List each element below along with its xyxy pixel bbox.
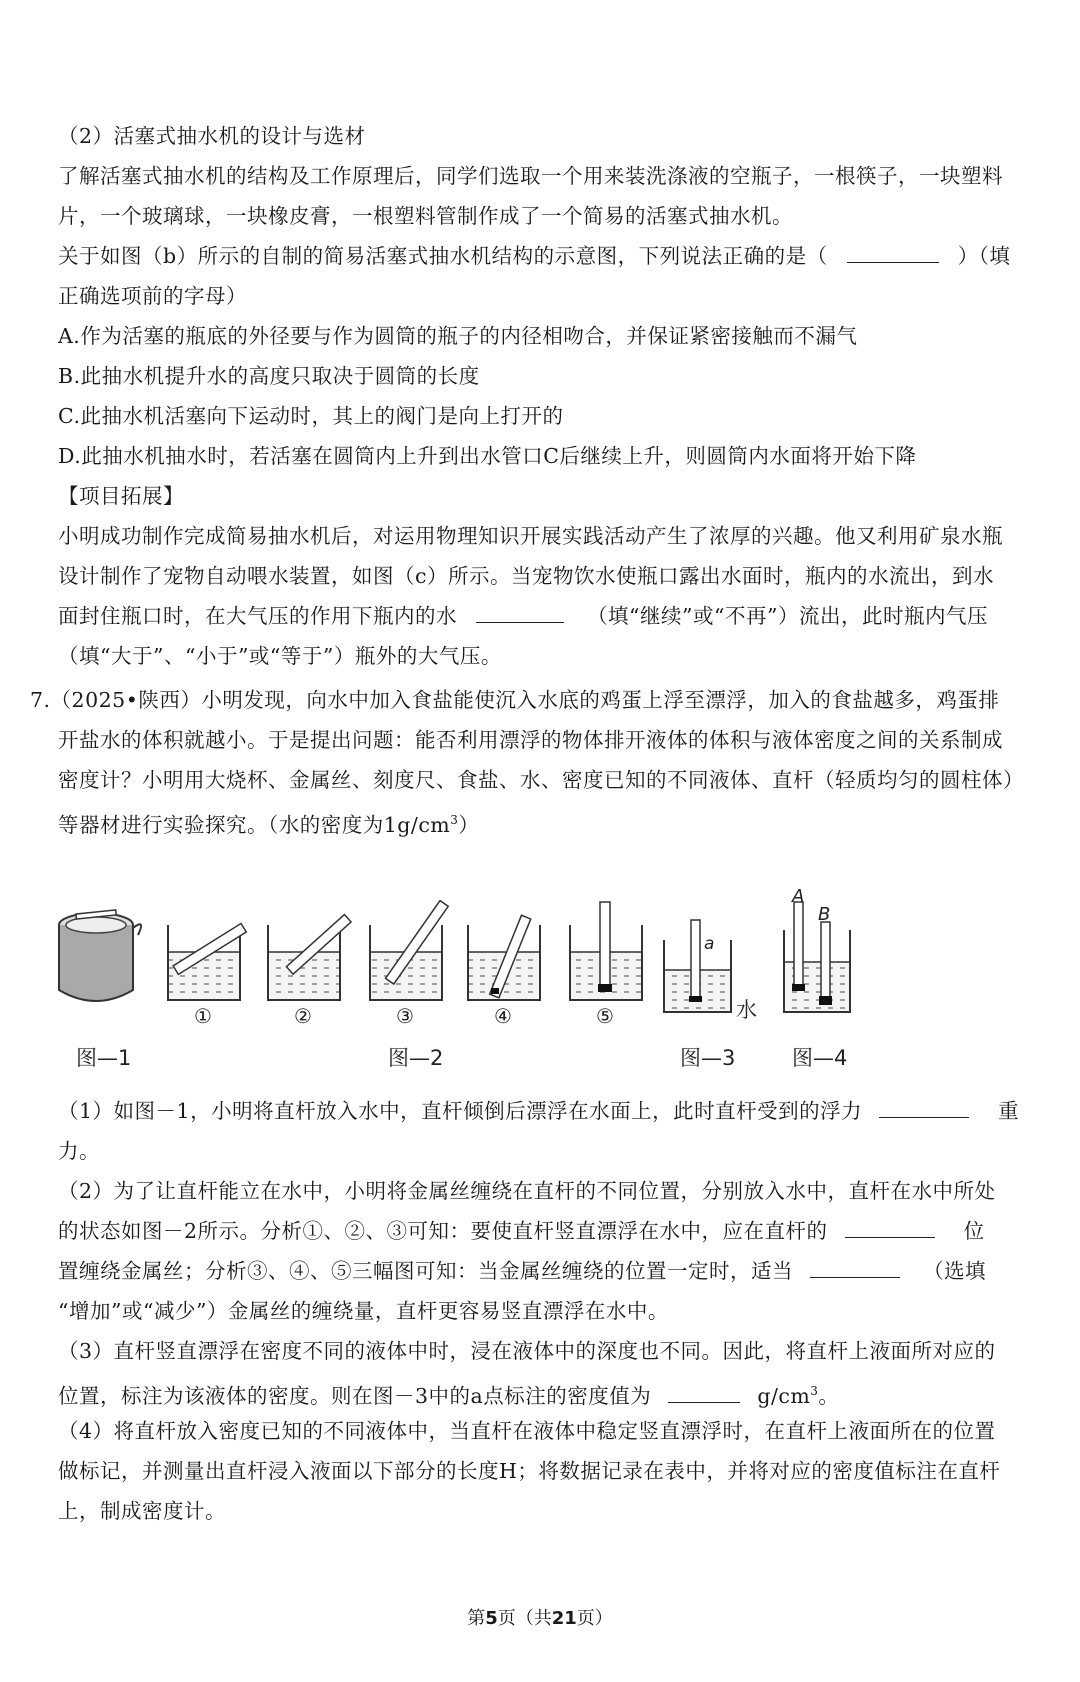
sub2-text-end: 位 [963,1219,985,1243]
fig3-beaker [664,920,731,1012]
fig1-beaker [59,910,141,1001]
extension-line-2: 设计制作了宠物自动喂水装置，如图（c）所示。当宠物饮水使瓶口露出水面时，瓶内的水流出，到水 [58,564,994,588]
q7-line-2: 开盐水的体积就越小。于是提出问题：能否利用漂浮的物体排开液体的体积与液体密度之间的关系制成 [58,728,1003,752]
sub3-line-2 [58,1371,1030,1411]
fig3-caption: 图—3 [680,1046,736,1070]
fig2-beaker-4 [468,915,540,1000]
part2-intro-line-1: 了解活塞式抽水机的结构及工作原理后，同学们选取一个用来装洗涤液的空瓶子，一根筷子，一块塑料 [58,164,1003,188]
footer-middle: 页（共 [497,1608,552,1629]
sub3-unit: g/cm [757,1383,811,1408]
beaker-label-4: ④ [494,1004,512,1028]
extension-heading: 【项目拓展】 [58,484,184,508]
sub2-line-4: “增加”或“减少”）金属丝的缠绕量，直杆更容易竖直漂浮在水中。 [58,1299,669,1323]
sub2-text-2-end: （选填 [923,1259,987,1283]
answer-blank[interactable] [810,1259,900,1278]
extension-text: 面封住瓶口时，在大气压的作用下瓶内的水 [58,604,457,628]
fig4-beaker [784,902,850,1012]
answer-blank[interactable] [845,1219,935,1238]
figure-row [58,886,1030,1080]
fig2-beaker-5 [570,902,642,1000]
sub2-text: 的状态如图－2所示。分析①、②、③可知：要使直杆竖直漂浮在水中，应在直杆的 [58,1219,828,1243]
sub1-text: （1）如图－1，小明将直杆放入水中，直杆倾倒后漂浮在水面上，此时直杆受到的浮力 [58,1099,863,1123]
question-text-end: ）（填 [957,244,1011,268]
part2-block [58,116,1030,676]
part2-question-line-1 [58,236,1030,276]
sub1-text-end: 重 [998,1099,1020,1123]
extension-line-3 [58,596,1030,636]
answer-blank[interactable] [476,604,564,623]
fig2-caption: 图—2 [388,1046,444,1070]
sub-questions [58,1091,1030,1531]
sub3-line-1: （3）直杆竖直漂浮在密度不同的液体中时，浸在液体中的深度也不同。因此，将直杆上液面所对应的 [58,1339,996,1363]
answer-blank[interactable] [847,244,939,263]
part2-question-line-2: 正确选项前的字母） [58,284,247,308]
part2-heading: （2）活塞式抽水机的设计与选材 [58,124,366,148]
sub2-line-1: （2）为了让直杆能立在水中，小明将金属丝缠绕在直杆的不同位置，分别放入水中，直杆在水中所处 [58,1179,996,1203]
beaker-label-3: ③ [396,1004,414,1028]
extension-line-4: （填“大于”、“小于”或“等于”）瓶外的大气压。 [58,644,502,668]
sub4-line-1: （4）将直杆放入密度已知的不同液体中，当直杆在液体中稳定竖直漂浮时，在直杆上液面所在的位置 [58,1419,996,1443]
fig3-liquid-label: 水 [736,998,757,1022]
fig2-beaker-2 [268,915,351,1000]
sub2-text-2: 置缠绕金属丝；分析③、④、⑤三幅图可知：当金属丝缠绕的位置一定时，适当 [58,1259,793,1283]
sub3-text: 位置，标注为该液体的密度。则在图－3中的a点标注的密度值为 [58,1383,652,1408]
footer-prefix: 第 [467,1608,486,1629]
q7-line-4-text: 等器材进行实验探究。（水的密度为1g/cm [58,812,451,837]
sub2-line-2 [58,1211,1030,1251]
part2-intro-line-2: 片，一个玻璃球，一块橡皮膏，一根塑料管制作成了一个简易的活塞式抽水机。 [58,204,793,228]
fig2-beaker-1 [168,924,246,1000]
answer-blank[interactable] [668,1384,740,1403]
question-text: 关于如图（b）所示的自制的简易活塞式抽水机结构的示意图，下列说法正确的是（ [58,244,828,268]
q7-line-1: 7.（2025•陕西）小明发现，向水中加入食盐能使沉入水底的鸡蛋上浮至漂浮，加入的食盐越多，鸡蛋排 [30,688,1000,712]
footer-page-number: 5 [485,1608,498,1629]
page-footer [0,1604,1080,1630]
footer-total-pages: 21 [551,1608,577,1629]
q7-line-3: 密度计？小明用大烧杯、金属丝、刻度尺、食盐、水、密度已知的不同液体、直杆（轻质均匀的圆柱体） [58,768,1024,792]
beaker-label-1: ① [194,1004,212,1028]
footer-suffix: 页） [576,1608,613,1629]
q7-line-4 [30,800,1030,840]
option-d: D.此抽水机抽水时，若活塞在圆筒内上升到出水管口C后继续上升，则圆筒内水面将开始下降 [58,444,917,468]
fig1-caption: 图—1 [76,1046,132,1070]
fig4-rod-a-label: A [792,886,805,907]
sub1-line-1 [58,1091,1030,1131]
extension-line-1: 小明成功制作完成简易抽水机后，对运用物理知识开展实践活动产生了浓厚的兴趣。他又利用矿泉水瓶 [58,524,1003,548]
beaker-label-5: ⑤ [596,1004,614,1028]
q7-block [30,680,1030,840]
sub1-line-2: 力。 [58,1139,100,1163]
fig4-rod-b-label: B [818,904,831,925]
superscript: 3 [810,1384,819,1398]
option-c: C.此抽水机活塞向下运动时，其上的阀门是向上打开的 [58,404,564,428]
fig2-beaker-3 [370,901,448,1000]
q7-line-4-end: ） [458,812,480,837]
fig3-point-a: a [704,934,715,954]
extension-text-end: （填“继续”或“不再”）流出，此时瓶内气压 [587,604,988,628]
sub2-line-3 [58,1251,1030,1291]
sub3-text-end: 。 [818,1383,840,1408]
sub4-line-2: 做标记，并测量出直杆浸入液面以下部分的长度H；将数据记录在表中，并将对应的密度值标注在直杆 [58,1459,1001,1483]
fig4-caption: 图—4 [792,1046,848,1070]
superscript: 3 [450,813,459,827]
figure-drawings [58,900,1030,1080]
option-b: B.此抽水机提升水的高度只取决于圆筒的长度 [58,364,480,388]
sub4-line-3: 上，制成密度计。 [58,1499,226,1523]
answer-blank[interactable] [879,1099,969,1118]
option-a: A.作为活塞的瓶底的外径要与作为圆筒的瓶子的内径相吻合，并保证紧密接触而不漏气 [58,324,858,348]
beaker-label-2: ② [294,1004,312,1028]
